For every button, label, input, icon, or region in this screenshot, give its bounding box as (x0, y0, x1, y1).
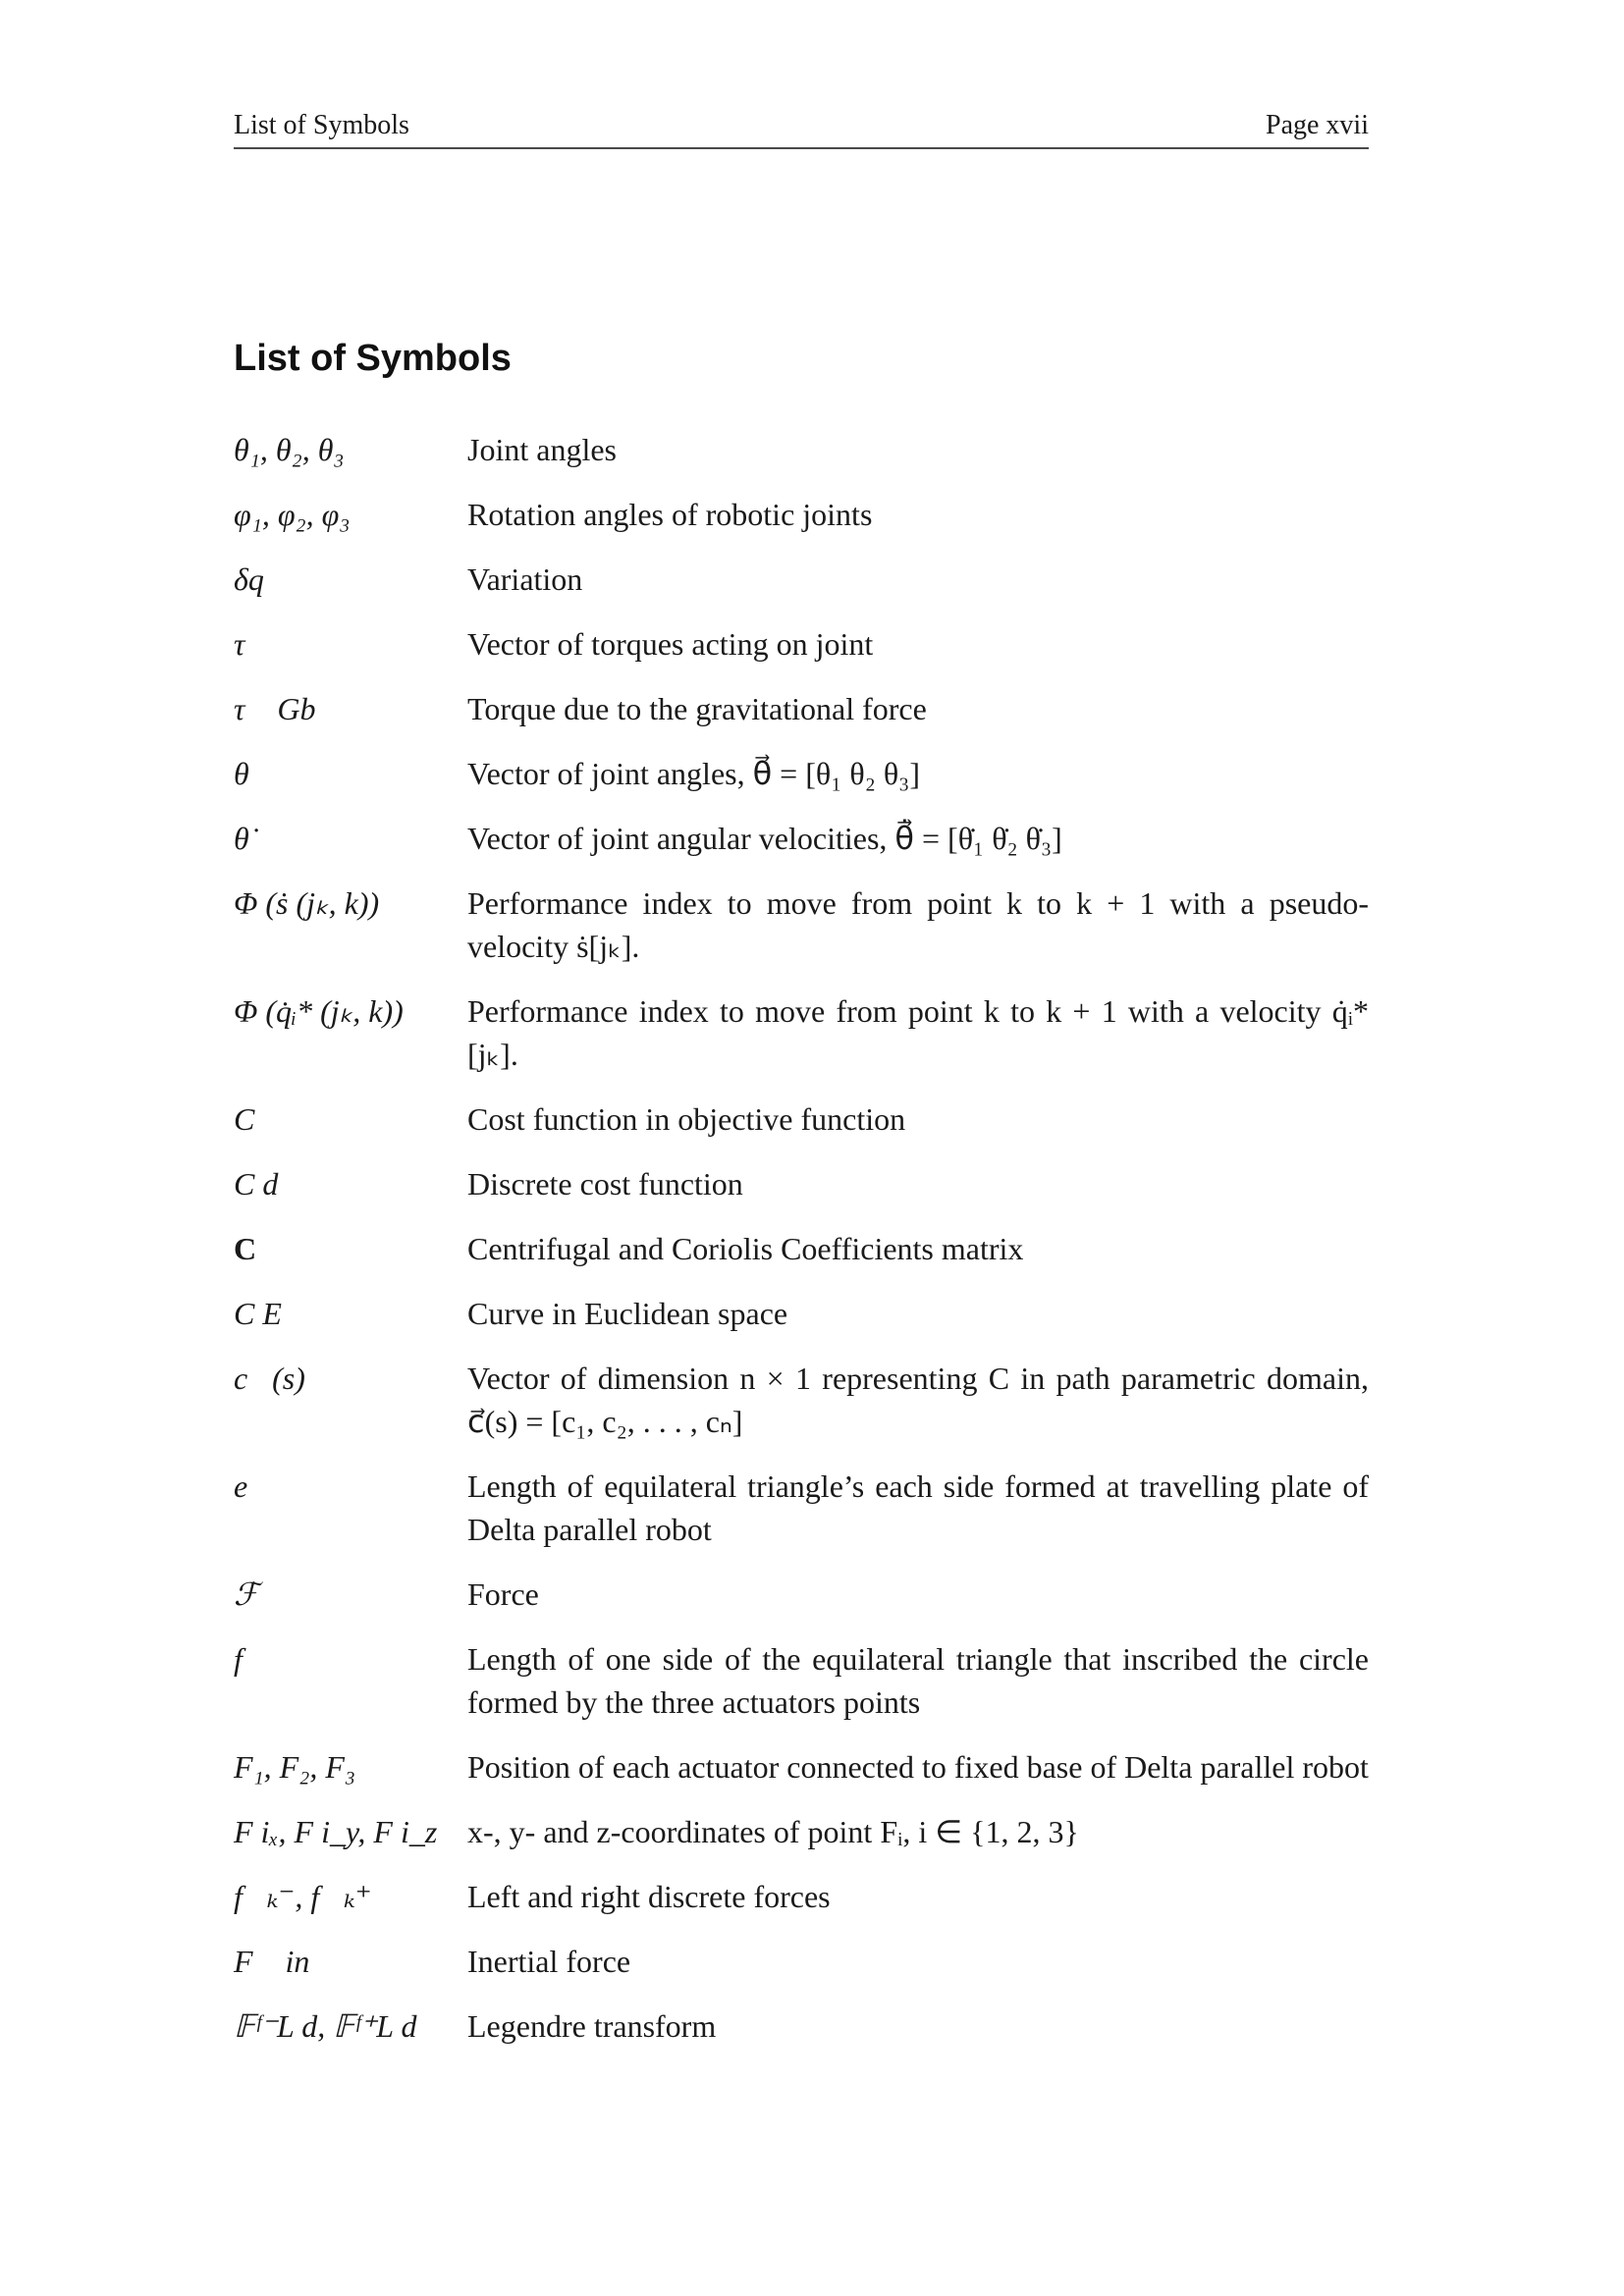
symbol-description: Rotation angles of robotic joints (467, 497, 873, 532)
symbol-list (234, 428, 1369, 2069)
symbol-description: Force (467, 1576, 539, 1612)
symbol: C E (234, 1296, 282, 1331)
symbol: Φ (ṡ (jₖ, k)) (234, 885, 380, 921)
symbol-row (234, 817, 1369, 860)
symbol-row (234, 1940, 1369, 1983)
symbol-row (234, 752, 1369, 795)
header-page-number: Page xvii (1266, 110, 1369, 140)
symbol-description: Performance index to move from point k to k + 1 with a pseudo-velocity ṡ[jₖ]. (467, 885, 1369, 964)
symbol-row (234, 1292, 1369, 1335)
symbol-description: Vector of dimension n × 1 representing C in path parametric domain, c⃗(s) = [c₁, c₂, . . . , cₙ] (467, 1361, 1369, 1439)
symbol-description: Cost function in objective function (467, 1101, 906, 1137)
symbol-description: Joint angles (467, 432, 617, 467)
symbol: C (234, 1231, 257, 1266)
symbol-row (234, 1875, 1369, 1918)
symbol: C d (234, 1166, 279, 1201)
symbol: θ⃗ (234, 756, 274, 791)
symbol-row (234, 622, 1369, 666)
symbol-description: Vector of joint angular velocities, θ̇⃗ = [θ̇₁ θ̇₂ θ̇₃] (467, 821, 1062, 856)
symbol-description: Inertial force (467, 1944, 631, 1979)
symbol: τ⃗ Gb (234, 691, 316, 726)
symbol-description: Position of each actuator connected to fixed base of Delta parallel robot (467, 1749, 1369, 1785)
page-header (234, 110, 1369, 149)
symbol-row (234, 1637, 1369, 1724)
symbol-row (234, 428, 1369, 471)
symbol-row (234, 1745, 1369, 1789)
symbol: τ⃗ (234, 626, 270, 662)
symbol: c⃗(s) (234, 1361, 305, 1396)
symbol-description: Left and right discrete forces (467, 1879, 831, 1914)
symbol-description: Legendre transform (467, 2008, 717, 2044)
symbol-description: Discrete cost function (467, 1166, 743, 1201)
symbol: ℱ (234, 1576, 259, 1612)
symbol: F⃗ in (234, 1944, 310, 1979)
symbol-description: Vector of joint angles, θ⃗ = [θ₁ θ₂ θ₃] (467, 756, 920, 791)
symbol-description: Vector of torques acting on joint (467, 626, 874, 662)
symbol-row (234, 687, 1369, 730)
symbol: δq⃗ (234, 561, 289, 597)
symbol-row (234, 1227, 1369, 1270)
symbol-description: Variation (467, 561, 583, 597)
symbol: φ₁, φ₂, φ₃ (234, 497, 351, 532)
symbol-description: Length of one side of the equilateral triangle that inscribed the circle formed by the three actuators points (467, 1641, 1369, 1720)
symbol: f⃗ₖ⁻, f⃗ₖ⁺ (234, 1879, 372, 1914)
symbol-description: Centrifugal and Coriolis Coefficients matrix (467, 1231, 1024, 1266)
symbol: θ̇⃗ (234, 821, 274, 856)
symbol-row (234, 1357, 1369, 1443)
symbol: Φ (q̇ᵢ* (jₖ, k)) (234, 993, 404, 1029)
symbol-row (234, 989, 1369, 1076)
symbol-row (234, 1162, 1369, 1205)
symbol-description: x-, y- and z-coordinates of point Fᵢ, i ∈ {1, 2, 3} (467, 1814, 1079, 1849)
symbol-row (234, 1465, 1369, 1551)
symbol-row (234, 881, 1369, 968)
header-section-title: List of Symbols (234, 110, 409, 140)
symbol: C (234, 1101, 255, 1137)
symbol-row (234, 558, 1369, 601)
symbol: θ₁, θ₂, θ₃ (234, 432, 345, 467)
symbol-row (234, 1573, 1369, 1616)
symbol: f (234, 1641, 243, 1677)
symbol: e (234, 1468, 248, 1504)
symbol-description: Curve in Euclidean space (467, 1296, 788, 1331)
symbol: 𝔽ᶠ⁻L d, 𝔽ᶠ⁺L d (234, 2008, 417, 2044)
symbol-description: Performance index to move from point k to k + 1 with a velocity q̇ᵢ*[jₖ]. (467, 993, 1369, 1072)
symbol: F iₓ, F i_y, F i_z (234, 1814, 438, 1849)
symbol: F₁, F₂, F₃ (234, 1749, 356, 1785)
symbol-row (234, 2004, 1369, 2048)
symbol-row (234, 1810, 1369, 1853)
symbol-row (234, 493, 1369, 536)
page-title: List of Symbols (234, 338, 512, 379)
symbol-row (234, 1097, 1369, 1141)
symbol-description: Length of equilateral triangle’s each side formed at travelling plate of Delta parallel robot (467, 1468, 1369, 1547)
symbol-description: Torque due to the gravitational force (467, 691, 927, 726)
